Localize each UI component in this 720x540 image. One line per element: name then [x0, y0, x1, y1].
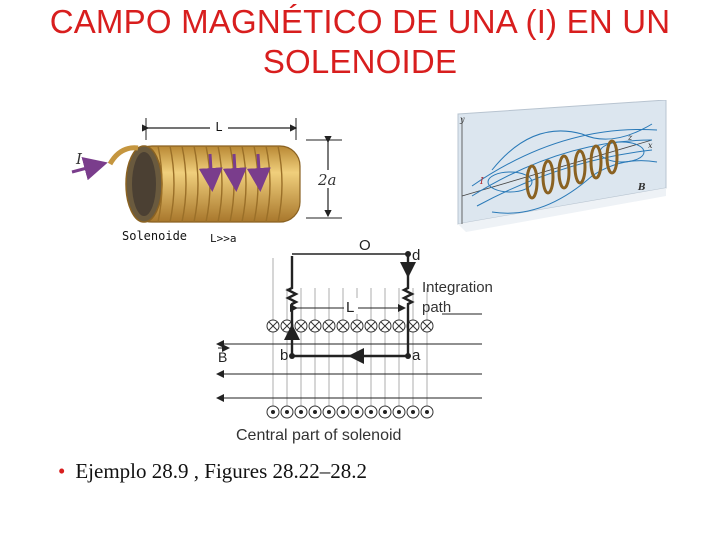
z-axis-label: z — [628, 133, 633, 142]
vertical-guides — [273, 258, 427, 418]
bullet-dot-icon: • — [58, 459, 66, 483]
solenoid-caption: Solenoide — [122, 229, 188, 243]
point-o-label: O — [359, 237, 371, 254]
integration-path-figure — [212, 228, 530, 448]
integration-path-label-2: path — [422, 299, 452, 316]
current-out-of-page-row — [267, 406, 433, 418]
point-b-label: b — [280, 347, 289, 364]
x-axis-label: x — [648, 141, 653, 150]
title-line-2: SOLENOIDE — [262, 43, 458, 80]
point-d-label: d — [412, 247, 421, 264]
diameter-label: 2a — [318, 171, 337, 189]
current-label: I — [76, 150, 82, 168]
title-line-1: CAMPO MAGNÉTICO DE UNA (I) EN UN — [49, 3, 671, 40]
point-a-label: a — [412, 347, 421, 364]
field-lines-figure — [452, 100, 672, 240]
b-vector-label: B — [218, 349, 228, 365]
length-label: L — [215, 120, 223, 134]
central-part-caption: Central part of solenoid — [236, 427, 402, 444]
bullet-text: Ejemplo 28.9 , Figures 28.22–28.2 — [75, 459, 368, 483]
bullet-item — [58, 459, 367, 484]
length-l-label: L — [346, 299, 355, 316]
y-axis-label: y — [460, 115, 465, 124]
length-condition: L>>a — [210, 232, 237, 245]
field-b-label: B — [638, 183, 646, 193]
field-current-label: I — [480, 177, 484, 187]
slide-title — [0, 2, 720, 82]
integration-path-label-1: Integration — [422, 279, 493, 296]
